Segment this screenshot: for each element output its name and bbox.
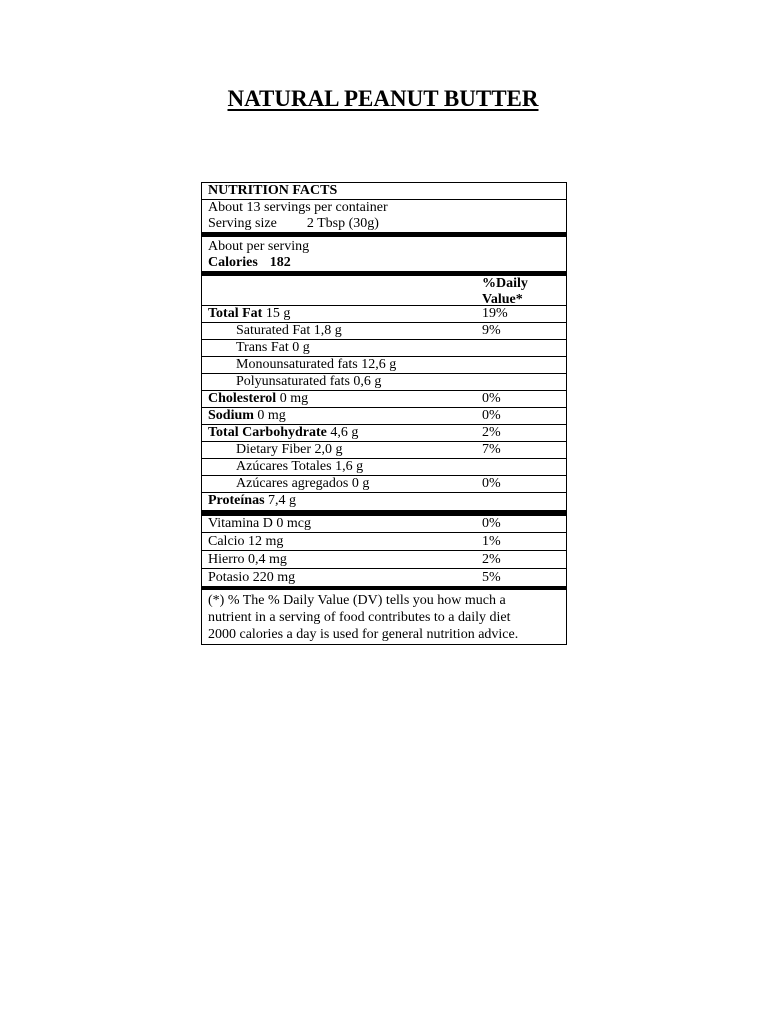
nutrient-amount: 0 g	[351, 476, 370, 491]
nutrient-row	[202, 458, 566, 475]
nutrient-amount: 0 mg	[257, 408, 286, 423]
servings-per-container: About 13 servings per container	[208, 200, 388, 215]
nutrient-name: Cholesterol	[208, 391, 277, 406]
nutrient-row	[202, 475, 566, 492]
nutrient-amount: 1,6 g	[335, 459, 364, 474]
nutrient-amount: 1,8 g	[313, 323, 342, 338]
serving-size-value: 2 Tbsp (30g)	[306, 216, 379, 231]
footnote-line: (*) % The % Daily Value (DV) tells you how much a	[208, 593, 506, 608]
mineral-dv: 5%	[482, 570, 501, 585]
mineral-dv: 2%	[482, 552, 501, 567]
footnote-line: 2000 calories a day is used for general nutrition advice.	[208, 627, 519, 642]
nutrient-dv: 9%	[482, 323, 501, 338]
nutrient-dv: 7%	[482, 442, 501, 457]
daily-value-header-line2: Value*	[482, 292, 523, 307]
serving-size	[208, 216, 560, 232]
daily-value-header	[482, 276, 528, 308]
mineral-row	[202, 532, 566, 550]
calories-row	[202, 232, 566, 271]
mineral-dv: 0%	[482, 516, 501, 531]
nutrient-name: Trans Fat	[236, 340, 289, 355]
nutrient-name: Monounsaturated fats	[236, 357, 358, 372]
mineral-row	[202, 550, 566, 568]
nutrient-row	[202, 492, 566, 510]
about-per-serving: About per serving	[208, 239, 310, 254]
serving-size-label: Serving size	[208, 216, 277, 231]
nutrient-row	[202, 322, 566, 339]
nutrient-name: Total Fat	[208, 306, 263, 321]
nutrition-facts-label	[201, 182, 567, 645]
footnote-line: nutrient in a serving of food contributes to a daily diet	[208, 610, 511, 625]
nutrient-amount: 12,6 g	[361, 357, 397, 372]
nutrient-row	[202, 305, 566, 322]
nutrient-name: Total Carbohydrate	[208, 425, 327, 440]
footnote	[202, 586, 566, 644]
nutrient-name: Sodium	[208, 408, 254, 423]
nutrient-dv: 19%	[482, 306, 508, 321]
nutrient-amount: 15 g	[265, 306, 291, 321]
facts-heading: NUTRITION FACTS	[208, 183, 338, 198]
nutrient-name: Proteínas	[208, 493, 265, 508]
nutrient-amount: 0,6 g	[353, 374, 382, 389]
servings-row	[202, 199, 566, 232]
nutrient-amount: 4,6 g	[330, 425, 359, 440]
mineral-text: Vitamina D 0 mcg	[208, 516, 311, 531]
nutrient-name: Saturated Fat	[236, 323, 311, 338]
calories-value: 182	[269, 255, 291, 270]
nutrient-name: Polyunsaturated fats	[236, 374, 350, 389]
nutrient-row	[202, 441, 566, 458]
nutrient-row	[202, 339, 566, 356]
nutrient-name: Azúcares agregados	[236, 476, 349, 491]
mineral-text: Hierro 0,4 mg	[208, 552, 287, 567]
mineral-text: Potasio 220 mg	[208, 570, 296, 585]
mineral-dv: 1%	[482, 534, 501, 549]
nutrient-row	[202, 407, 566, 424]
nutrient-row	[202, 390, 566, 407]
nutrient-amount: 0 mg	[279, 391, 309, 406]
nutrient-amount: 2,0 g	[314, 442, 343, 457]
mineral-text: Calcio 12 mg	[208, 534, 284, 549]
nutrient-dv: 2%	[482, 425, 501, 440]
mineral-row	[202, 568, 566, 586]
nutrient-name: Azúcares Totales	[236, 459, 332, 474]
nutrient-row	[202, 424, 566, 441]
nutrient-amount: 7,4 g	[268, 493, 297, 508]
nutrient-name: Dietary Fiber	[236, 442, 312, 457]
nutrient-row	[202, 356, 566, 373]
facts-heading-row	[202, 183, 566, 199]
nutrient-dv: 0%	[482, 391, 501, 406]
nutrient-amount: 0 g	[292, 340, 310, 355]
nutrient-dv: 0%	[482, 408, 501, 423]
daily-value-header-row	[202, 271, 566, 305]
mineral-row	[202, 510, 566, 532]
daily-value-header-line1: %Daily	[482, 276, 528, 291]
nutrient-row	[202, 373, 566, 390]
calories-label: Calories	[208, 255, 258, 270]
page-title: NATURAL PEANUT BUTTER	[227, 86, 539, 111]
nutrient-dv: 0%	[482, 476, 501, 491]
calories	[208, 255, 560, 271]
